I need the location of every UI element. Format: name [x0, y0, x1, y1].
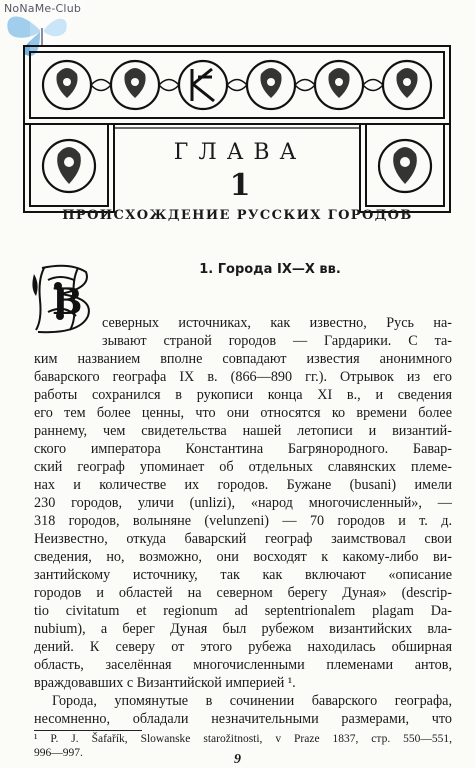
footnote-line: 996—997. [34, 747, 83, 759]
text-line: работы сохранился в рукописи конца XI в., и сведения [34, 387, 452, 403]
text-line: зывают страной городов — Гардарики. С та- [102, 333, 452, 349]
text-line: область, заселённая многочисленными племенами антов, [34, 657, 452, 673]
chapter-label: ГЛАВА [173, 140, 307, 165]
text-line: Города, упомянутые в сочинении баварского географа, [52, 693, 452, 709]
text-line: раннему, чем свидетельства нашей летописи и византий- [34, 423, 452, 439]
footnote-line: ¹ P. J. Šafařík, Slowanske starožitnosti, v Praze 1837, стр. 550—551, [34, 733, 452, 745]
text-line: зантийскому источнику, так как включают «описание [34, 567, 452, 583]
text-line: nubium), а берег Дуная был рубежом византийских вла- [34, 621, 452, 637]
text-line: нах и количестве их городов. Бужане (busani) имели [34, 477, 452, 493]
chapter-number: 1 [229, 168, 251, 203]
page-number: 9 [234, 752, 241, 767]
text-line: Неизвестно, откуда баварский географ заимствовал свои [34, 531, 452, 547]
drop-cap-ornament [30, 260, 100, 338]
text-line: ского императора Константина Багрянородного. Бавар- [34, 441, 452, 457]
text-line: баварского географа IX в. (866—890 гг.). Отрывок из его [34, 369, 452, 385]
text-line: сведения, но, возможно, они восходят к какому-либо ви- [34, 549, 452, 565]
text-line: ский географ упоминает об отдельных славянских племе- [34, 459, 452, 475]
text-line: ким названием вполне совпадают известия анонимного [34, 351, 452, 367]
text-line: дений. К северу от этого рубежа находилась обширная [34, 639, 452, 655]
chapter-title: ПРОИСХОЖДЕНИЕ РУССКИХ ГОРОДОВ [62, 208, 413, 223]
text-line: его тем более ценны, что они относятся ко времени более [34, 405, 452, 421]
text-line: 230 городов, уличи (unlizi), «народ многочисленный», — [34, 495, 452, 511]
section-title: 1. Города IX—X вв. [199, 262, 341, 277]
drop-cap-letter: В [52, 281, 83, 323]
text-line: 318 городов, волыняне (velunzeni) — 70 городов и т. д. [34, 513, 452, 529]
text-line: городов и областей на северном берегу Дуная» (descrip- [34, 585, 452, 601]
text-line: враждовавших с Византийской империей ¹. [34, 675, 296, 691]
footnote-rule [34, 730, 142, 731]
text-line: несомненно, обладали незначительными размерами, что [34, 711, 452, 727]
text-line: северных источниках, как известно, Русь на- [102, 315, 452, 331]
watermark-text: NoNaMe-Club [4, 2, 82, 15]
text-line: tio civitatum et regionum ad septentrionalem plagam Da- [34, 603, 452, 619]
